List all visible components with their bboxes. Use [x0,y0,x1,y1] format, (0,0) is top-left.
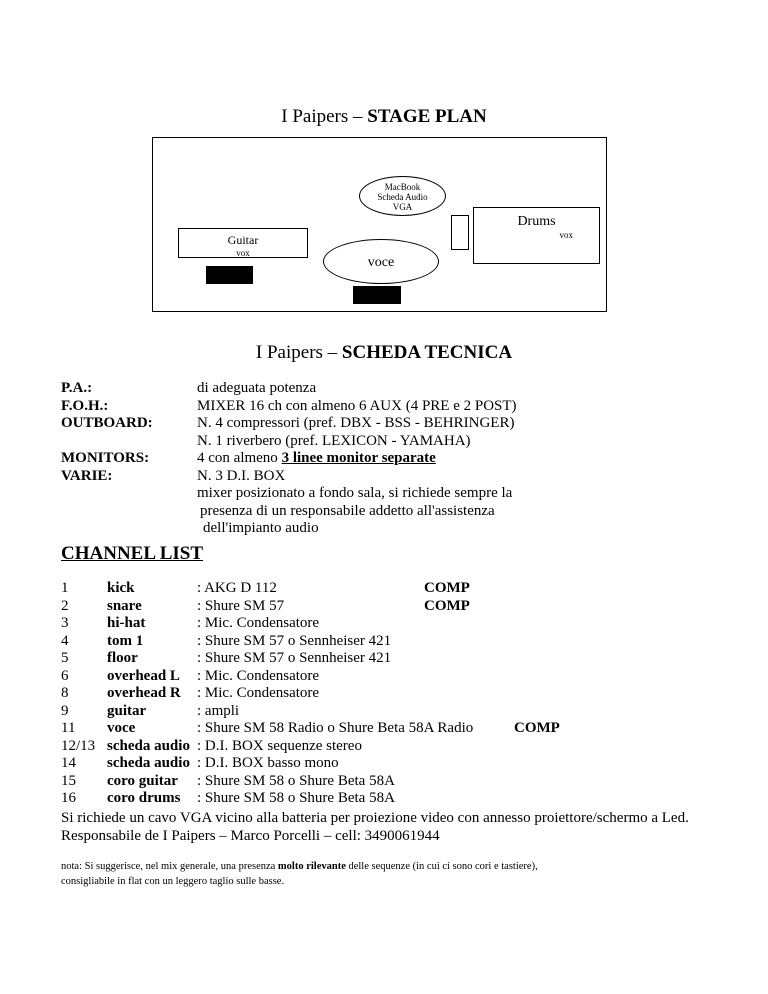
channel-mic: : Shure SM 57 o Sennheiser 421 [197,632,392,649]
tech-title-prefix: I Paipers – [255,342,342,363]
guitar-box [178,228,308,258]
scheda-audio-label: Scheda Audio [377,192,428,202]
channel-number: 14 [61,755,76,771]
channel-comp: COMP [514,720,560,736]
vga-request: Si richiede un cavo VGA vicino alla batteria per proiezione video con annesso proiettore/schermo a Led. [61,810,689,826]
varie-value-2: mixer posizionato a fondo sala, si richiede sempre la [197,485,513,501]
note-line2: consigliabile in flat con un leggero taglio sulle basse. [61,876,285,887]
channel-name: hi-hat [107,615,146,631]
footer-text [61,810,689,845]
channel-number: 3 [61,615,69,631]
guitar-vox: vox [236,248,250,258]
channel-name: tom 1 [107,632,144,649]
channel-mic: : D.I. BOX sequenze stereo [197,737,362,754]
outboard-value-2: N. 1 riverbero (pref. LEXICON - YAMAHA) [197,432,471,449]
channel-number: 4 [61,632,69,649]
channel-number: 15 [61,772,76,789]
channel-mic: : Shure SM 58 Radio o Shure Beta 58A Radio [197,720,474,736]
voce-label: voce [367,255,395,270]
stage-plan-diagram [152,137,607,312]
channel-name: kick [107,580,135,596]
voce-ellipse [323,239,439,284]
note-bold: molto rilevante [277,861,346,872]
pa-value: di adeguata potenza [197,380,317,396]
channel-mic: : Shure SM 57 o Sennheiser 421 [197,650,392,666]
stage-title-bold: STAGE PLAN [367,106,487,127]
channel-name: overhead R [107,685,181,701]
channel-list [61,580,621,810]
foh-value: MIXER 16 ch con almeno 6 AUX (4 PRE e 2 POST) [197,397,517,414]
scheda-tecnica-title [0,342,768,364]
channel-name: voce [107,720,136,736]
small-rectangle [451,215,469,250]
channel-mic: : Shure SM 57 [197,597,285,614]
pa-label: P.A.: [61,380,93,396]
varie-value-1: N. 3 D.I. BOX [197,467,286,484]
monitors-prefix: 4 con almeno [197,450,282,466]
guitar-label: Guitar [227,233,259,247]
channel-number: 11 [61,720,76,736]
monitors-value [197,450,517,468]
spec-values [197,380,517,538]
channel-mic: : AKG D 112 [197,580,277,596]
channel-number: 1 [61,580,69,596]
channel-mic: : Shure SM 58 o Shure Beta 58A [197,790,395,806]
drums-vox: vox [559,230,573,240]
monitors-bold: 3 linee monitor separate [281,450,436,466]
channel-mic: : D.I. BOX basso mono [197,755,339,771]
note-suffix: delle sequenze (in cui ci sono cori e tastiere), [345,861,538,872]
channel-name: scheda audio [107,755,190,771]
channel-number: 5 [61,650,69,666]
note-prefix: nota: Si suggerisce, nel mix generale, una presenza [61,861,278,872]
channel-name: floor [107,650,138,666]
channel-comp: COMP [424,580,470,596]
channel-number: 2 [61,597,69,614]
channel-number: 16 [61,790,76,806]
channel-list-title: CHANNEL LIST [61,543,204,564]
vga-label: VGA [392,202,413,212]
voce-monitor [353,286,401,304]
channel-mic: : Mic. Condensatore [197,615,320,631]
monitors-label: MONITORS: [61,450,150,466]
varie-value-3: presenza di un responsabile addetto all'assistenza [200,502,495,519]
channel-name: snare [107,597,142,614]
channel-mic: : Shure SM 58 o Shure Beta 58A [197,772,395,789]
channel-number: 12/13 [61,737,96,754]
channel-comp: COMP [424,597,470,614]
channel-number: 9 [61,702,69,719]
drums-label: Drums [517,214,556,229]
channel-name: scheda audio [107,737,190,754]
spec-labels [61,380,153,485]
channel-name: coro guitar [107,772,178,789]
stage-title-prefix: I Paipers – [281,106,368,127]
channel-name: guitar [107,702,147,719]
channel-number: 8 [61,685,69,701]
outboard-value-1: N. 4 compressori (pref. DBX - BSS - BEHRINGER) [197,415,515,431]
channel-mic: : Mic. Condensatore [197,667,320,684]
channel-mic: : ampli [197,702,240,719]
channel-number: 6 [61,667,69,684]
guitar-monitor [206,266,253,284]
varie-label: VARIE: [61,467,113,484]
channel-name: overhead L [107,667,180,684]
channel-name: coro drums [107,790,181,806]
varie-value-4: dell'impianto audio [203,520,319,536]
responsible-contact: Responsabile de I Paipers – Marco Porcelli – cell: 3490061944 [61,827,440,844]
drums-box [473,207,600,264]
foh-label: F.O.H.: [61,397,109,414]
macbook-ellipse [359,176,446,216]
macbook-label: MacBook [384,182,421,192]
channel-mic: : Mic. Condensatore [197,685,320,701]
stage-plan-title [0,106,768,128]
mix-note [61,859,538,889]
tech-title-bold: SCHEDA TECNICA [341,342,513,363]
outboard-label: OUTBOARD: [61,415,153,431]
